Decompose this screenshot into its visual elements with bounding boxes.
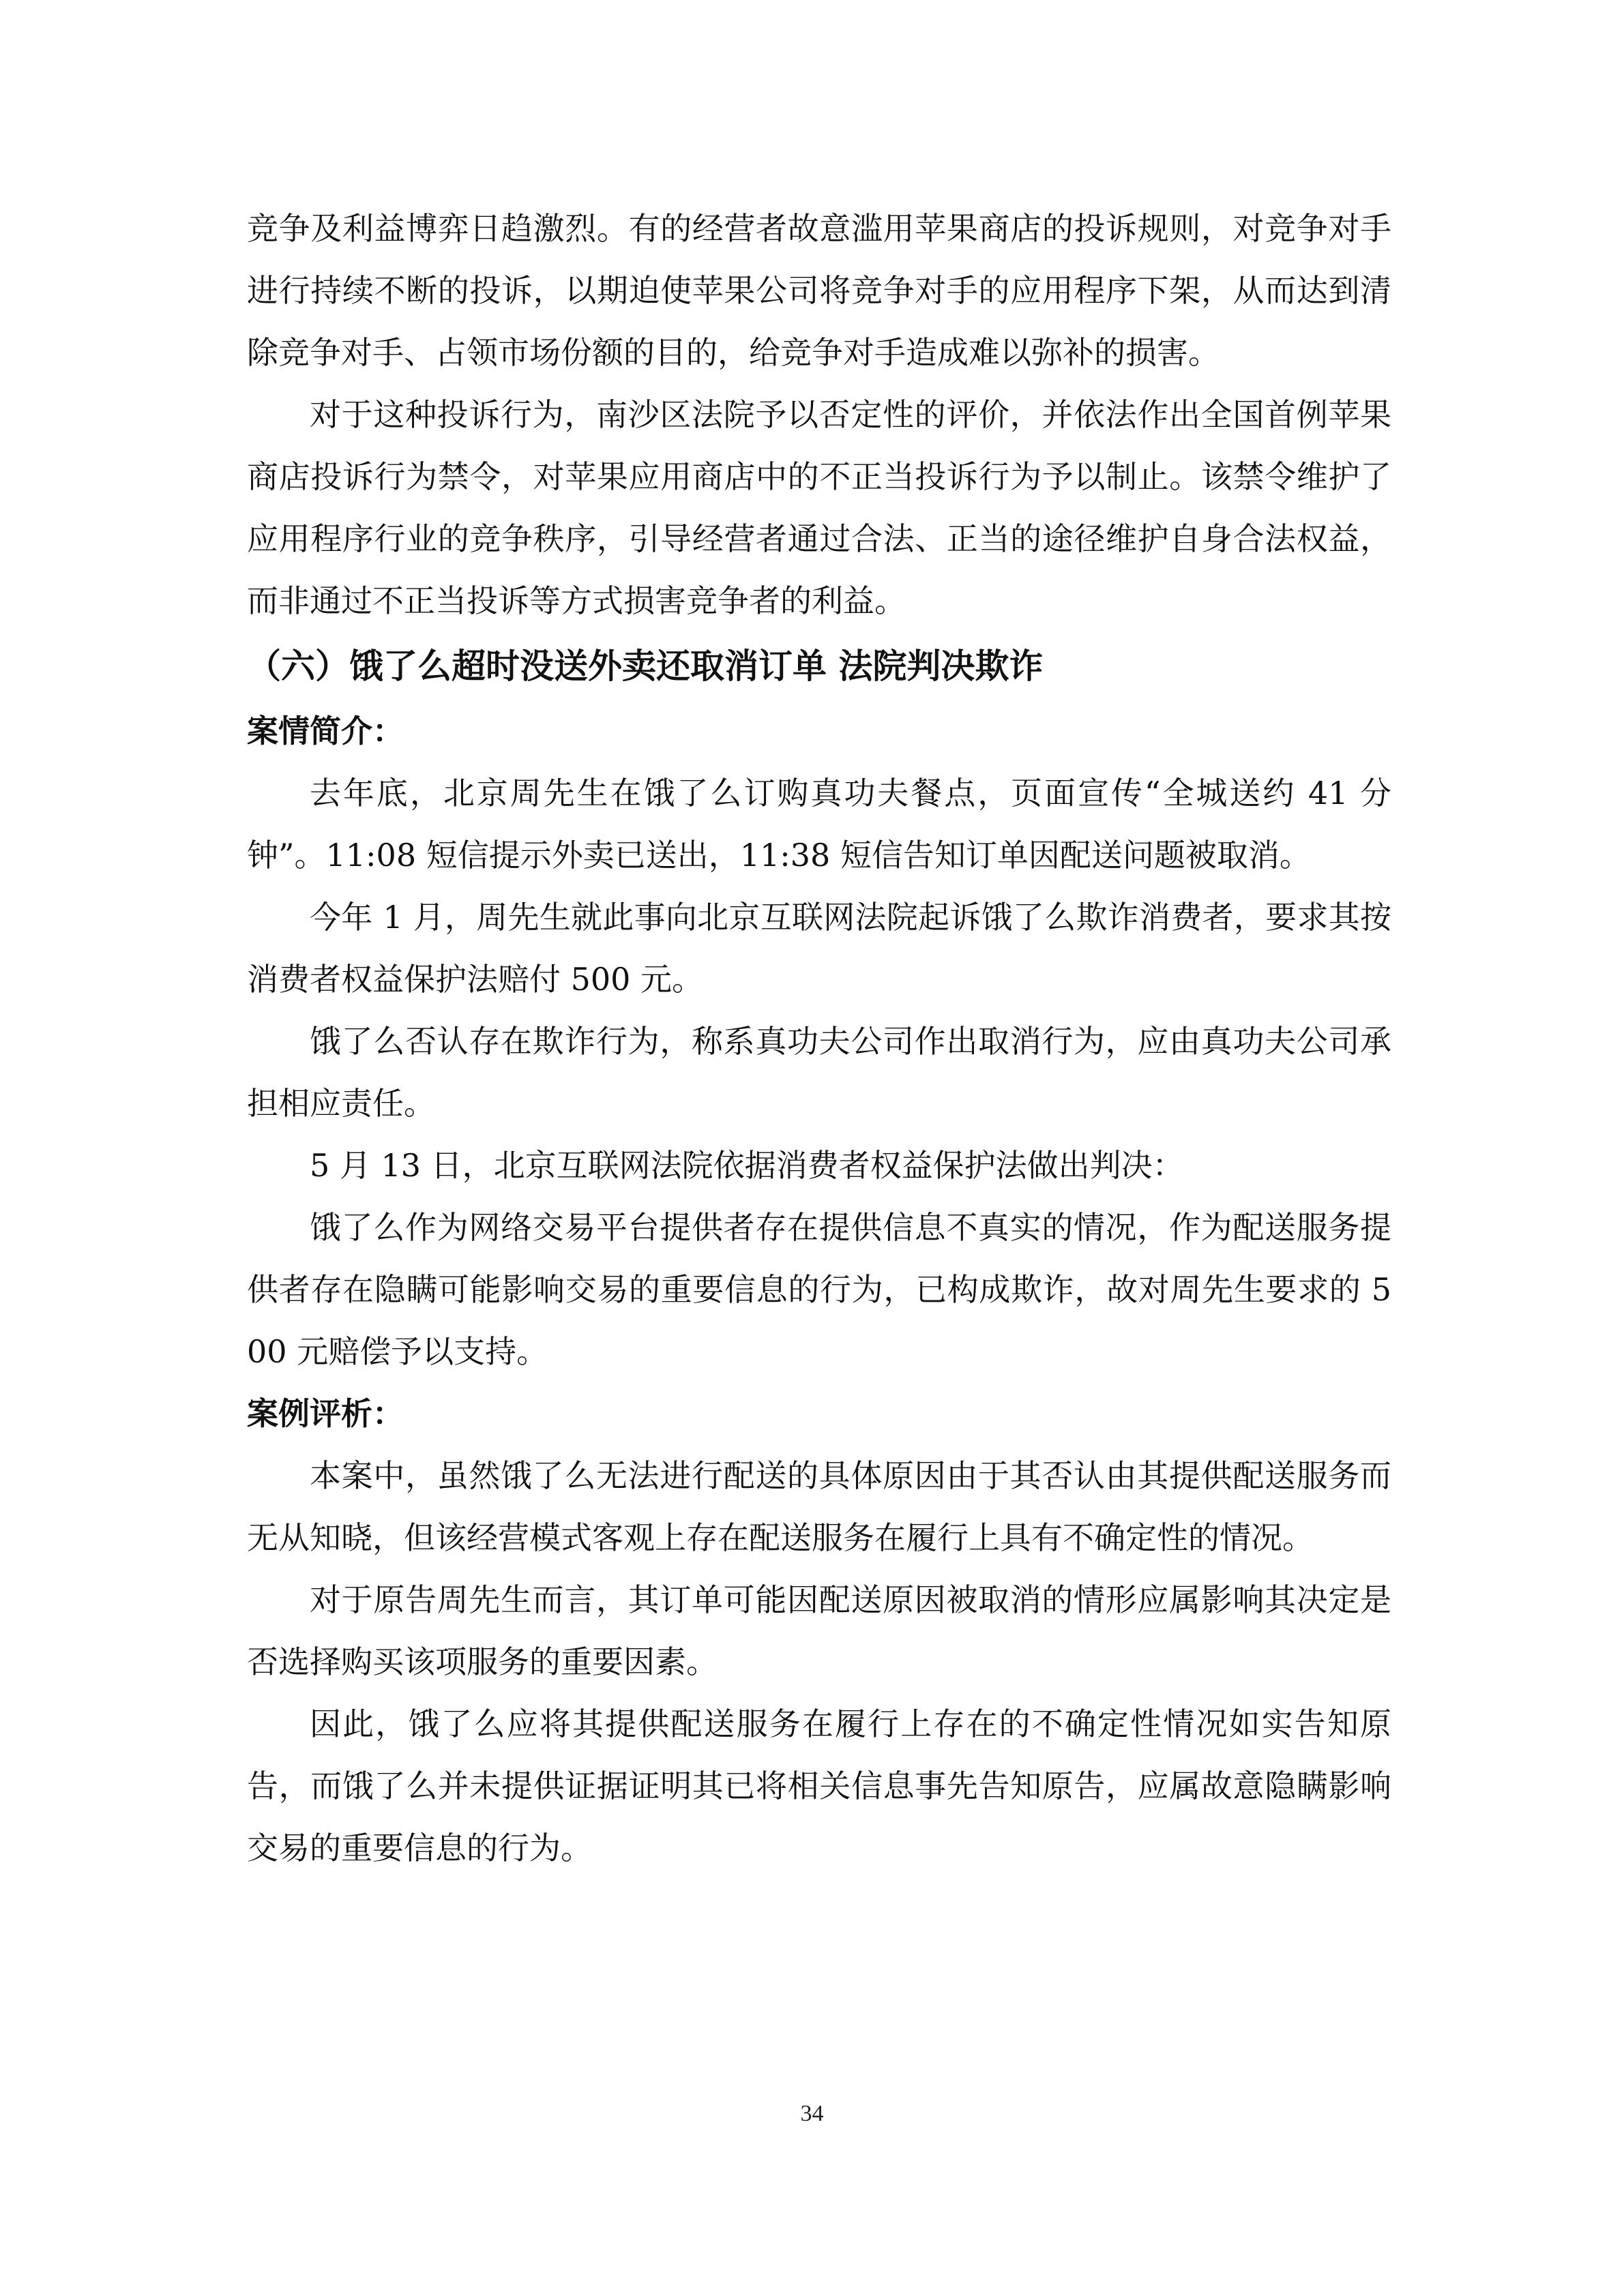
case-paragraph: 饿了么作为网络交易平台提供者存在提供信息不真实的情况，作为配送服务提供者存在隐瞒可能影响交易的重要信息的行为，已构成欺诈，故对周先生要求的 500 元赔偿予以支持。 — [247, 1209, 1391, 1370]
body-paragraph: 对于这种投诉行为，南沙区法院予以否定性的评价，并依法作出全国首例苹果商店投诉行为禁令，对苹果应用商店中的不正当投诉行为予以制止。该禁令维护了应用程序行业的竞争秩序，引导经营者通过合法、正当的途径维护自身合法权益，而非通过不正当投诉等方式损害竞争者的利益。 — [247, 396, 1391, 619]
body-paragraph: 竞争及利益博弈日趋激烈。有的经营者故意滥用苹果商店的投诉规则，对竞争对手进行持续不断的投诉，以期迫使苹果公司将竞争对手的应用程序下架，从而达到清除竞争对手、占领市场份额的目的，给竞争对手造成难以弥补的损害。 — [247, 210, 1391, 371]
case-paragraph: 5 月 13 日，北京互联网法院依据消费者权益保护法做出判决： — [310, 1147, 1184, 1184]
review-paragraph: 因此，饿了么应将其提供配送服务在履行上存在的不确定性情况如实告知原告，而饿了么并未提供证据证明其已将相关信息事先告知原告，应属故意隐瞒影响交易的重要信息的行为。 — [247, 1705, 1391, 1866]
case-summary-label: 案情简介： — [247, 713, 404, 749]
review-paragraph: 本案中，虽然饿了么无法进行配送的具体原因由于其否认由其提供配送服务而无从知晓，但该经营模式客观上存在配送服务在履行上具有不确定性的情况。 — [247, 1457, 1391, 1556]
document-body — [247, 198, 1391, 1879]
case-paragraph: 今年 1 月，周先生就此事向北京互联网法院起诉饿了么欺诈消费者，要求其按消费者权益保护法赔付 500 元。 — [247, 899, 1391, 998]
page-number: 34 — [800, 2101, 824, 2126]
review-paragraph: 对于原告周先生而言，其订单可能因配送原因被取消的情形应属影响其决定是否选择购买该项服务的重要因素。 — [247, 1581, 1391, 1680]
case-paragraph: 去年底，北京周先生在饿了么订购真功夫餐点，页面宣传“全城送约 41 分钟”。11:08 短信提示外卖已送出，11:38 短信告知订单因配送问题被取消。 — [247, 775, 1391, 874]
case-paragraph: 饿了么否认存在欺诈行为，称系真功夫公司作出取消行为，应由真功夫公司承担相应责任。 — [247, 1023, 1391, 1122]
case-review-label: 案例评析： — [247, 1395, 404, 1432]
section-heading: （六）饿了么超时没送外卖还取消订单 法院判决欺诈 — [247, 646, 1044, 686]
